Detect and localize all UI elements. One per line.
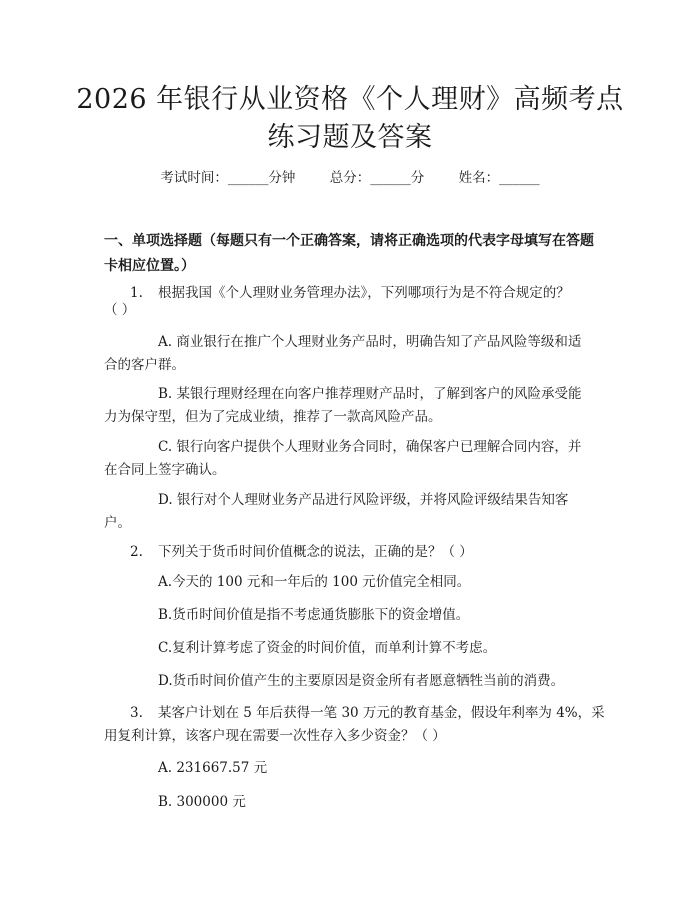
- option-line2: 力为保守型，但为了完成业绩，推荐了一款高风险产品。: [104, 409, 442, 425]
- exam-meta: [0, 168, 700, 188]
- total-score-label: 总分：______分: [329, 170, 425, 186]
- section-heading-line1: 一、单项选择题（每题只有一个正确答案，请将正确选项的代表字母填写在答题: [104, 233, 594, 249]
- question-stem-line2: （ ）: [104, 302, 136, 318]
- option-line1: B. 某银行理财经理在向客户推荐理财产品时，了解到客户的风险承受能: [158, 386, 582, 402]
- document-title-line1: 2026 年银行从业资格《个人理财》高频考点: [76, 84, 624, 115]
- question-number: 2.: [130, 544, 143, 560]
- question-stem-line1: 根据我国《个人理财业务管理办法》，下列哪项行为是不符合规定的？: [158, 285, 570, 301]
- question-stem-line1: 某客户计划在 5 年后获得一笔 30 万元的教育基金，假设年利率为 4%，采: [158, 705, 605, 721]
- option-line2: 在合同上签字确认。: [104, 462, 226, 478]
- option-line1: C.复利计算考虑了资金的时间价值，而单利计算不考虑。: [158, 640, 497, 656]
- option-line1: D.货币时间价值产生的主要原因是资金所有者愿意牺牲当前的消费。: [158, 673, 565, 689]
- question-stem-line2: 用复利计算，该客户现在需要一次性存入多少资金？（ ）: [104, 728, 446, 744]
- option-line1: B. 300000 元: [158, 794, 246, 810]
- name-label: 姓名：______: [458, 170, 540, 186]
- document-title-line2: 练习题及答案: [267, 122, 433, 153]
- option-line1: A.今天的 100 元和一年后的 100 元价值完全相同。: [158, 574, 471, 590]
- exam-time-label: 考试时间：______分钟: [160, 170, 296, 186]
- option-line1: D. 银行对个人理财业务产品进行风险评级，并将风险评级结果告知客: [158, 492, 569, 508]
- question-number: 3.: [130, 705, 143, 721]
- question-number: 1.: [130, 285, 143, 301]
- section-heading-line2: 卡相应位置。）: [104, 258, 195, 274]
- option-line1: B.货币时间价值是指不考虑通货膨胀下的资金增值。: [158, 607, 470, 623]
- option-line2: 户。: [104, 515, 131, 531]
- option-line2: 合的客户群。: [104, 357, 185, 373]
- option-line1: A. 商业银行在推广个人理财业务产品时，明确告知了产品风险等级和适: [158, 334, 582, 350]
- option-line1: C. 银行向客户提供个人理财业务合同时，确保客户已理解合同内容，并: [158, 439, 582, 455]
- question-stem-line1: 下列关于货币时间价值概念的说法，正确的是？（ ）: [158, 544, 473, 560]
- option-line1: A. 231667.57 元: [158, 760, 268, 776]
